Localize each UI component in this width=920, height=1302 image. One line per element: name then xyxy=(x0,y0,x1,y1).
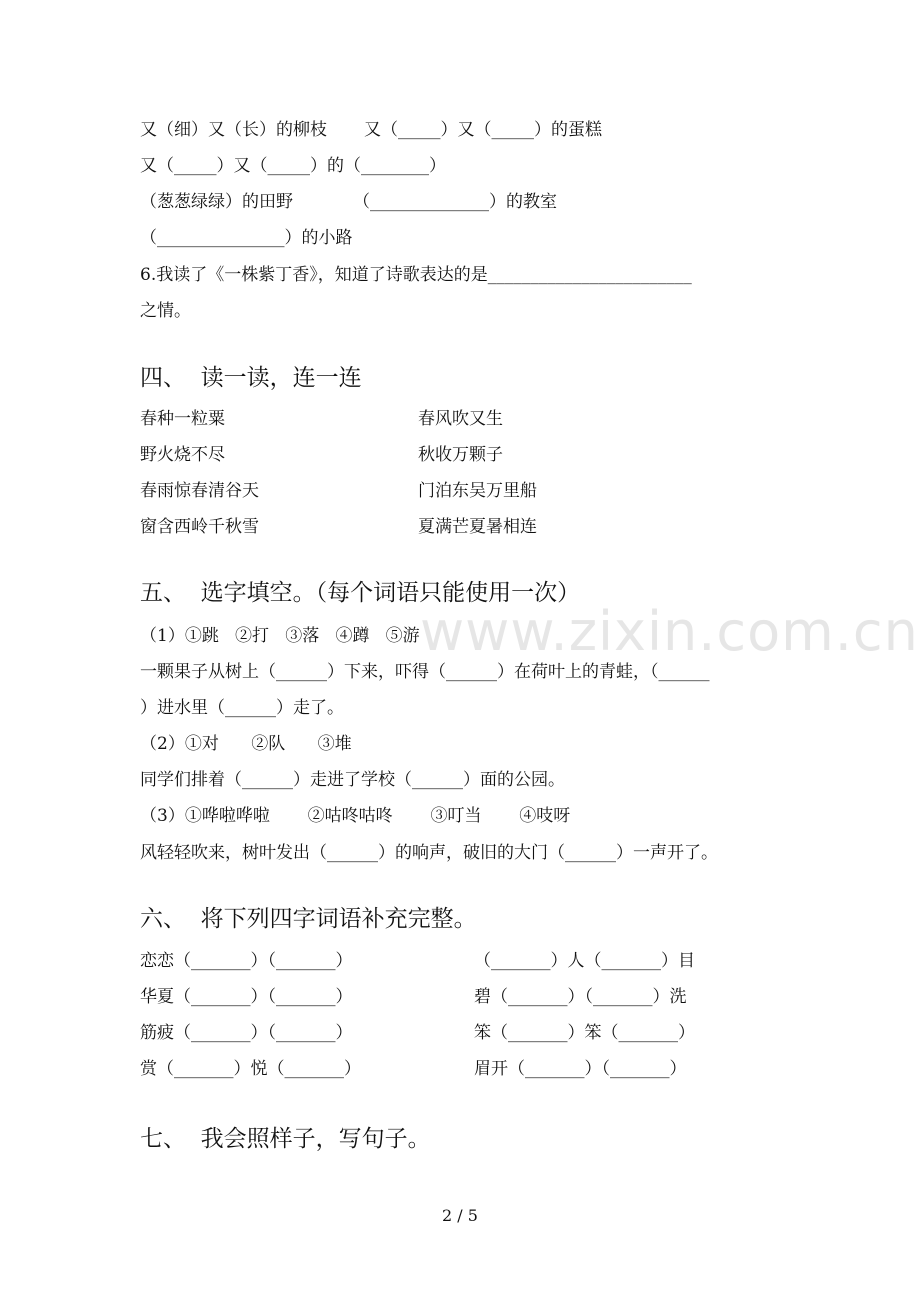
idiom-right-4: 眉开（_______）（_______） xyxy=(474,1059,687,1079)
section-4-title: 四、 读一读，连一连 xyxy=(140,365,362,391)
phrase-line-1a: 又（细）又（长）的柳枝 xyxy=(140,120,327,140)
match-left-3: 春雨惊春清谷天 xyxy=(140,481,259,501)
idiom-left-2: 华夏（_______）（_______） xyxy=(140,987,353,1007)
part-3-sentence: 风轻轻吹来，树叶发出（______）的响声，破旧的大门（______）一声开了。 xyxy=(140,843,718,863)
part-2-sentence: 同学们排着（______）走进了学校（______）面的公园。 xyxy=(140,770,565,790)
phrase-line-2: 又（_____）又（_____）的（________） xyxy=(140,156,446,176)
section-6-title: 六、 将下列四字词语补充完整。 xyxy=(140,906,477,932)
match-left-1: 春种一粒粟 xyxy=(140,409,225,429)
phrase-line-4: （_______________）的小路 xyxy=(140,228,353,248)
part-1-sentence-1: 一颗果子从树上（______）下来，吓得（______）在荷叶上的青蛙，（______ xyxy=(140,662,710,682)
section-7-title: 七、 我会照样子，写句子。 xyxy=(140,1126,431,1152)
page-number: 2 / 5 xyxy=(442,1206,478,1225)
phrase-line-1b: 又（_____）又（_____）的蛋糕 xyxy=(364,120,602,140)
idiom-right-2: 碧（_______）（_______）洗 xyxy=(474,987,687,1007)
idiom-left-1: 恋恋（_______）（_______） xyxy=(140,951,353,971)
question-6-cont: 之情。 xyxy=(140,301,191,321)
idiom-left-4: 赏（_______）悦（_______） xyxy=(140,1059,361,1079)
idiom-right-3: 笨（_______）笨（_______） xyxy=(474,1023,695,1043)
idiom-left-3: 筋疲（_______）（_______） xyxy=(140,1023,353,1043)
match-left-2: 野火烧不尽 xyxy=(140,445,225,465)
match-right-1: 春风吹又生 xyxy=(418,409,503,429)
match-right-4: 夏满芒夏暑相连 xyxy=(418,517,537,537)
part-3-options: （3）①哗啦哗啦 ②咕咚咕咚 ③叮当 ④吱呀 xyxy=(140,806,571,826)
section-5-title: 五、 选字填空。（每个词语只能使用一次） xyxy=(140,580,581,606)
part-1-sentence-2: ）进水里（______）走了。 xyxy=(140,698,344,718)
idiom-right-1: （_______）人（_______）目 xyxy=(474,951,695,971)
phrase-line-3b: （______________）的教室 xyxy=(353,192,557,212)
match-right-3: 门泊东吴万里船 xyxy=(418,481,537,501)
watermark: www.zixin.com.cn xyxy=(420,600,919,663)
part-1-options: （1）①跳 ②打 ③落 ④蹲 ⑤游 xyxy=(140,626,420,646)
part-2-options: （2）①对 ②队 ③堆 xyxy=(140,734,352,754)
phrase-line-3a: （葱葱绿绿）的田野 xyxy=(140,192,293,212)
question-6: 6.我读了《一株紫丁香》，知道了诗歌表达的是________________________ xyxy=(140,265,692,285)
match-left-4: 窗含西岭千秋雪 xyxy=(140,517,259,537)
match-right-2: 秋收万颗子 xyxy=(418,445,503,465)
